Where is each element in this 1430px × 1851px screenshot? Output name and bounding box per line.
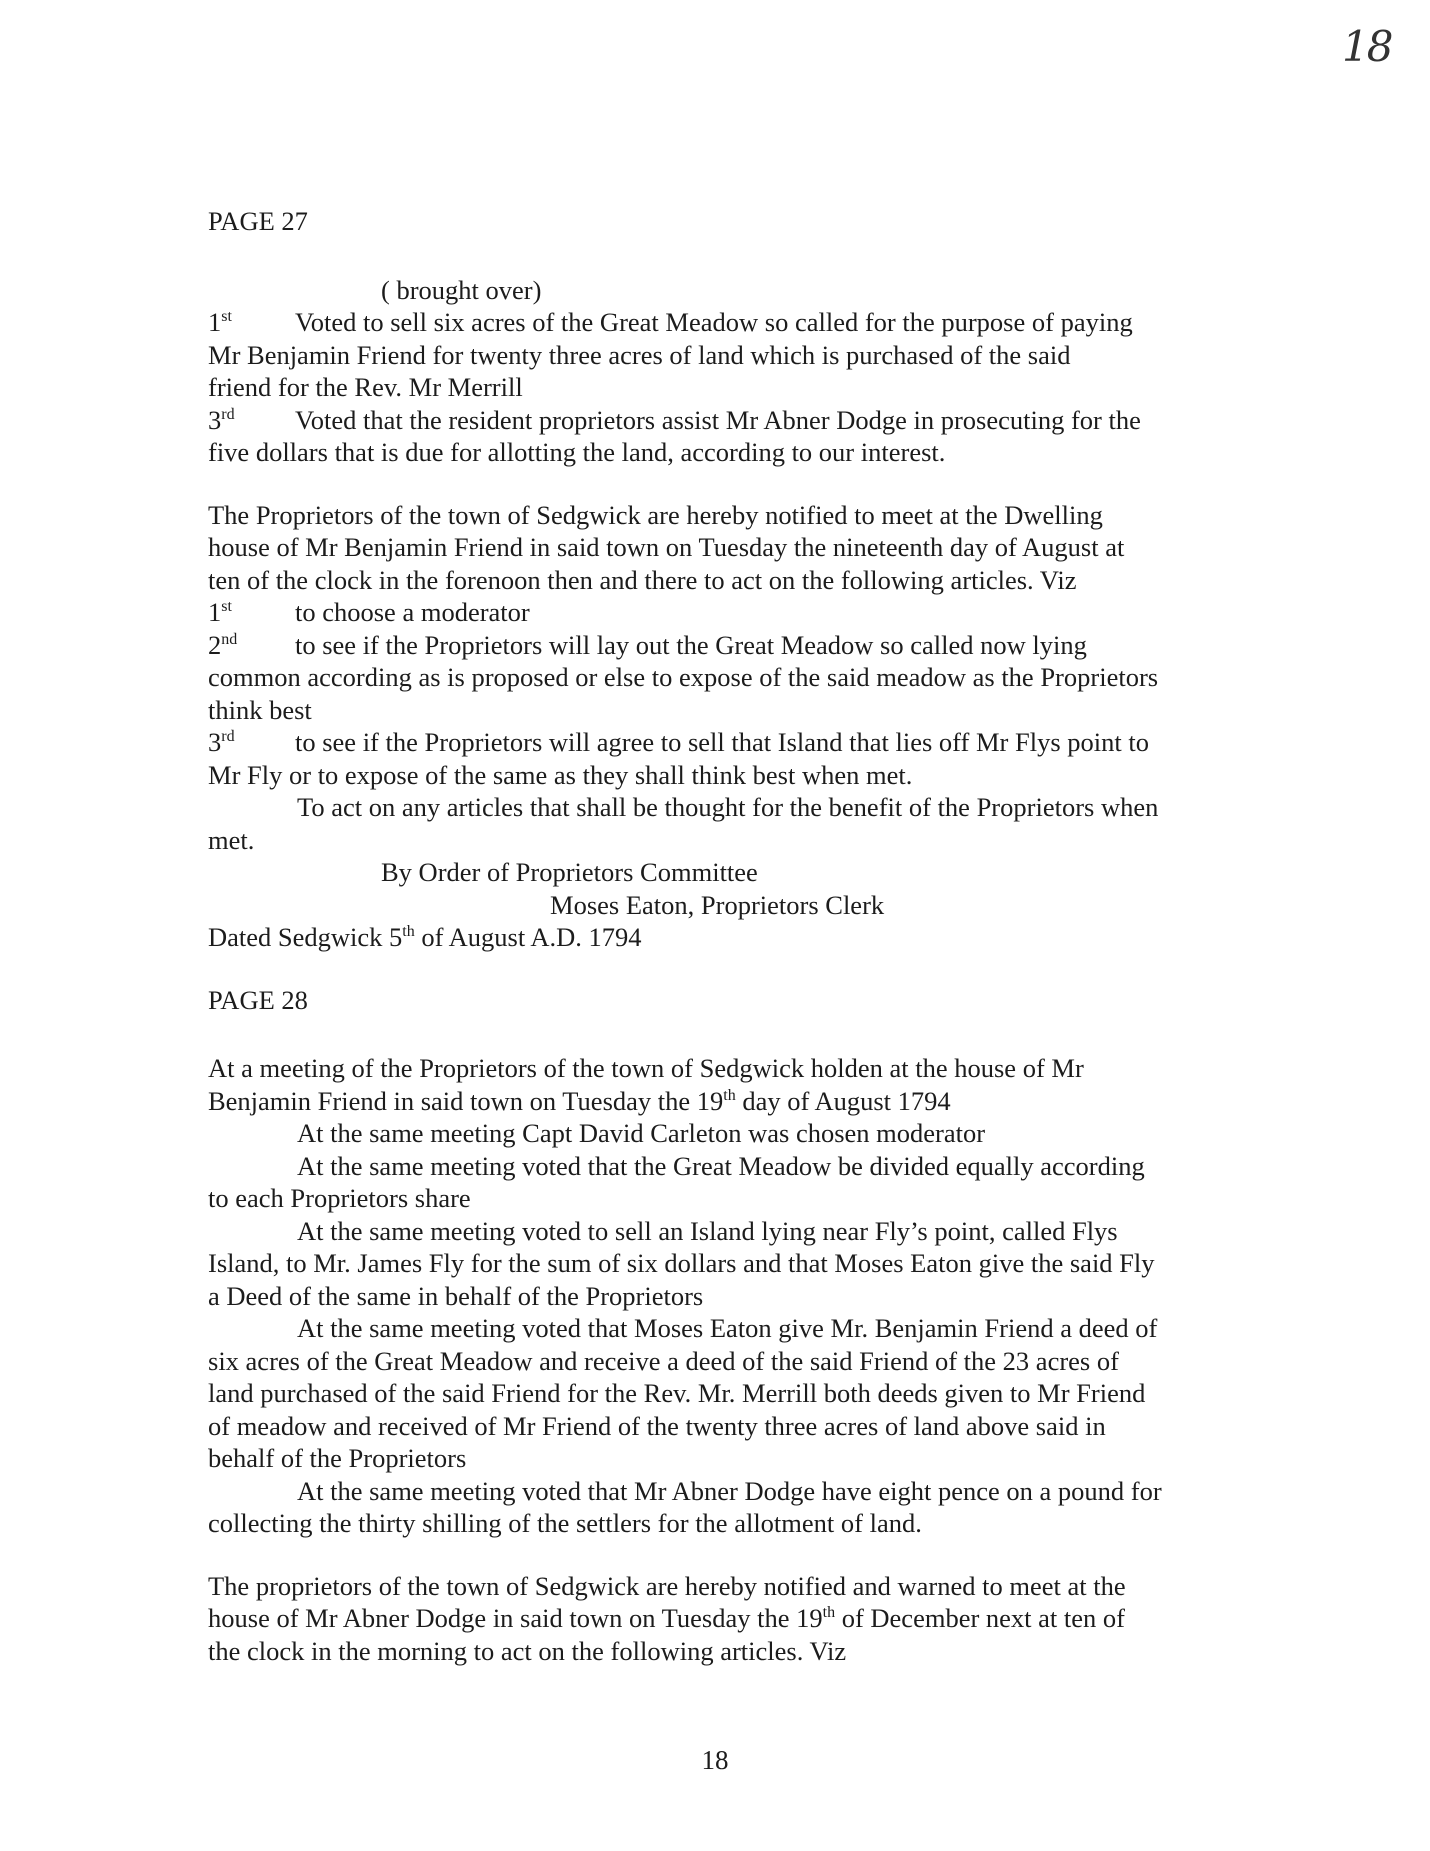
december-notice-line: the clock in the morning to act on the following articles. Viz xyxy=(208,1635,847,1666)
item-1-line: 1st Voted to sell six acres of the Great Meadow so called for the purpose of paying xyxy=(208,307,1133,337)
meeting-intro-line: At a meeting of the Proprietors of the town of Sedgwick holden at the house of Mr xyxy=(208,1053,1084,1083)
notice-line: house of Mr Benjamin Friend in said town on Tuesday the nineteenth day of August at xyxy=(208,532,1125,562)
dated-line: Dated Sedgwick 5th of August A.D. 1794 xyxy=(208,922,642,952)
article-number: 2nd xyxy=(208,629,238,660)
paragraph-4-line: of meadow and received of Mr Friend of the twenty three acres of land above said in xyxy=(208,1410,1106,1441)
item-number: 1st xyxy=(208,307,232,337)
handwritten-page-number: 18 xyxy=(1342,22,1392,71)
december-notice-line: The proprietors of the town of Sedgwick are hereby notified and warned to meet at the xyxy=(208,1570,1126,1601)
article-1: 1st to choose a moderator xyxy=(208,597,530,627)
page-27-heading: PAGE 27 xyxy=(208,206,308,236)
paragraph-5-line: collecting the thirty shilling of the settlers for the allotment of land. xyxy=(208,1508,922,1538)
paragraph-4-line: land purchased of the said Friend for the Rev. Mr. Merrill both deeds given to Mr Friend xyxy=(208,1378,1146,1408)
item-3-line: five dollars that is due for allotting the land, according to our interest. xyxy=(208,437,946,467)
act-line: To act on any articles that shall be thought for the benefit of the Proprietors when xyxy=(297,792,1159,822)
notice-line: ten of the clock in the forenoon then and there to act on the following articles. Viz xyxy=(208,564,1077,595)
article-2-line: think best xyxy=(208,694,312,725)
paragraph-3-line: a Deed of the same in behalf of the Proprietors xyxy=(208,1280,704,1311)
page-number: 18 xyxy=(701,1745,729,1775)
paragraph-4-line: six acres of the Great Meadow and receive a deed of the said Friend of the 23 acres of xyxy=(208,1345,1119,1376)
paragraph-5-line: At the same meeting voted that Mr Abner Dodge have eight pence on a pound for xyxy=(297,1475,1162,1506)
brought-over-note: ( brought over) xyxy=(381,274,542,305)
meeting-intro-line: Benjamin Friend in said town on Tuesday the 19th day of August 1794 xyxy=(208,1085,951,1116)
article-number: 3rd xyxy=(208,727,235,757)
article-number: 1st xyxy=(208,597,232,627)
clerk-signature-line: Moses Eaton, Proprietors Clerk xyxy=(550,889,885,920)
page-28-heading: PAGE 28 xyxy=(208,984,308,1015)
article-3-line: 3rd to see if the Proprietors will agree to sell that Island that lies off Mr Flys point to xyxy=(208,727,1149,757)
notice-line: The Proprietors of the town of Sedgwick are hereby notified to meet at the Dwelling xyxy=(208,499,1103,530)
article-2-line: 2nd to see if the Proprietors will lay out the Great Meadow so called now lying xyxy=(208,629,1087,660)
paragraph-1-line: At the same meeting Capt David Carleton was chosen moderator xyxy=(297,1118,986,1148)
paragraph-3-line: At the same meeting voted to sell an Island lying near Fly’s point, called Flys xyxy=(297,1215,1118,1246)
paragraph-2-line: At the same meeting voted that the Great Meadow be divided equally according xyxy=(297,1150,1145,1181)
transcript-body xyxy=(208,205,1228,1667)
paragraph-2-line: to each Proprietors share xyxy=(208,1183,471,1213)
item-1-line: Mr Benjamin Friend for twenty three acres of land which is purchased of the said xyxy=(208,339,1071,370)
paragraph-3-line: Island, to Mr. James Fly for the sum of six dollars and that Moses Eaton give the said Fly xyxy=(208,1248,1155,1278)
paragraph-4-line: At the same meeting voted that Moses Eaton give Mr. Benjamin Friend a deed of xyxy=(297,1313,1158,1343)
article-3-line: Mr Fly or to expose of the same as they shall think best when met. xyxy=(208,759,913,790)
act-line: met. xyxy=(208,824,255,855)
item-3-line: 3rd Voted that the resident proprietors assist Mr Abner Dodge in prosecuting for the xyxy=(208,404,1141,435)
item-number: 3rd xyxy=(208,404,235,435)
article-2-line: common according as is proposed or else to expose of the said meadow as the Proprietors xyxy=(208,662,1159,692)
by-order-line: By Order of Proprietors Committee xyxy=(381,857,758,887)
december-notice-line: house of Mr Abner Dodge in said town on Tuesday the 19th of December next at ten of xyxy=(208,1603,1125,1633)
paragraph-4-line: behalf of the Proprietors xyxy=(208,1443,467,1473)
item-1-line: friend for the Rev. Mr Merrill xyxy=(208,372,523,402)
